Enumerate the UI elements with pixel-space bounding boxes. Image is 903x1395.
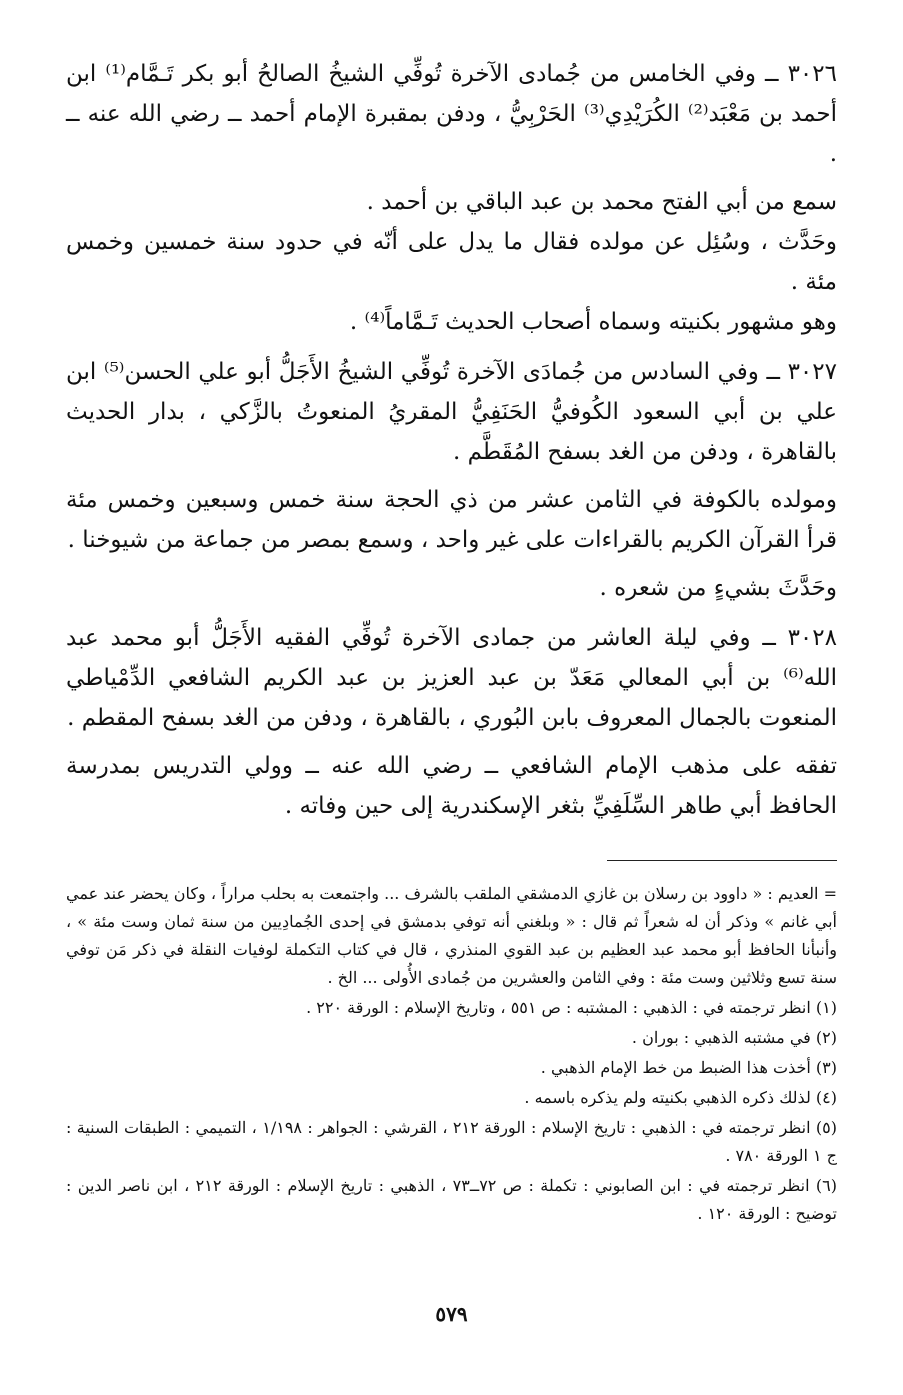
- footnote-5: (٥) انظر ترجمته في : الذهبي : تاريخ الإسلام : الورقة ٢١٢ ، القرشي : الجواهر : ١/١٩٨ ، التميمي : الطبقات السنية : ج ١ الورقة ٧٨٠ .: [66, 1118, 837, 1165]
- page-number: ٥٧٩: [435, 1302, 468, 1326]
- entry-3028: ٣٠٢٨ ــ وفي ليلة العاشر من جمادى الآخرة تُوفِّي الفقيه الأَجَلُّ أبو محمد عبد الله⁽⁶⁾ بن أبي المعالي مَعَدّ بن عبد العزيز بن عبد الكريم الشافعي الدِّمْياطي المنعوت بالجمال المعروف بابن البُوري ، بالقاهرة ، ودفن من الغد بسفح المقطم .: [66, 625, 837, 731]
- entry-3026-line-2: سمع من أبي الفتح محمد بن عبد الباقي بن أحمد .: [366, 189, 837, 215]
- footnote-2: (٢) في مشتبه الذهبي : بوران .: [631, 1028, 837, 1047]
- footnote-3: (٣) أخذت هذا الضبط من خط الإمام الذهبي .: [540, 1058, 837, 1077]
- entry-3026: ٣٠٢٦ ــ وفي الخامس من جُمادى الآخرة تُوفِّي الشيخُ الصالحُ أبو بكر تَـمَّام⁽¹⁾ ابن أحمد بن مَعْبَد⁽²⁾ الكُرَيْدِي⁽³⁾ الحَرْبِيُّ ، ودفن بمقبرة الإمام أحمد ــ رضي الله عنه ــ .: [66, 61, 837, 167]
- entry-3026-line-4: وهو مشهور بكنيته وسماه أصحاب الحديث تَـمَّاماً⁽⁴⁾ .: [349, 309, 837, 335]
- entry-3026-line-3: وحَدَّث ، وسُئِل عن مولده فقال ما يدل على أنّه في حدود سنة خمسين وخمس مئة .: [66, 229, 837, 295]
- entry-3027-line-2: ومولده بالكوفة في الثامن عشر من ذي الحجة سنة خمس وسبعين وخمس مئة قرأ القرآن الكريم بالقراءات على غير واحد ، وسمع بمصر من جماعة من شيوخنا .: [66, 487, 837, 553]
- footnote-1: (١) انظر ترجمته في : الذهبي : المشتبه : ص ٥٥١ ، وتاريخ الإسلام : الورقة ٢٢٠ .: [306, 998, 837, 1017]
- footnote-divider: [607, 860, 837, 861]
- footnotes: [66, 880, 837, 1228]
- entry-3028-line-2: تفقه على مذهب الإمام الشافعي ــ رضي الله عنه ــ وولي التدريس بمدرسة الحافظ أبي طاهر السِّلَفِيِّ بثغر الإسكندرية إلى حين وفاته .: [66, 753, 837, 819]
- entry-3027-line-3: وحَدَّثَ بشيءٍ من شعره .: [599, 575, 837, 601]
- footnote-4: (٤) لذلك ذكره الذهبي بكنيته ولم يذكره باسمه .: [524, 1088, 837, 1107]
- footnote-continuation: = العديم : « داوود بن رسلان بن غازي الدمشقي الملقب بالشرف ... واجتمعت به بحلب مراراً ، وكان يحضر عند عمي أبي غانم » وذكر أن له شعراً ثم قال : « وبلغني أنه توفي بدمشق في إحدى الجُمادِيين من سنة ثمان وست مئة » ، وأنبأنا الحافظ أبو محمد عبد العظيم بن عبد القوي المنذري ، قال في كتاب التكملة لوفيات النقلة في ذكر مَن توفي سنة تسع وثلاثين وست مئة : وفي الثامن والعشرين من جُمادى الأُولى ... الخ .: [66, 884, 838, 987]
- main-text: [66, 54, 837, 826]
- footnote-6: (٦) انظر ترجمته في : ابن الصابوني : تكملة : ص ٧٢ــ٧٣ ، الذهبي : تاريخ الإسلام : الورقة ٢١٢ ، ابن ناصر الدين : توضيح : الورقة ١٢٠ .: [66, 1176, 838, 1223]
- entry-3027: ٣٠٢٧ ــ وفي السادس من جُمادَى الآخرة تُوفِّي الشيخُ الأَجَلُّ أبو علي الحسن⁽⁵⁾ ابن علي بن أبي السعود الكُوفيُّ الحَنَفِيُّ المقريُ المنعوتُ بالزَّكي ، بدار الحديث بالقاهرة ، ودفن من الغد بسفح المُقَطَّم .: [66, 359, 837, 465]
